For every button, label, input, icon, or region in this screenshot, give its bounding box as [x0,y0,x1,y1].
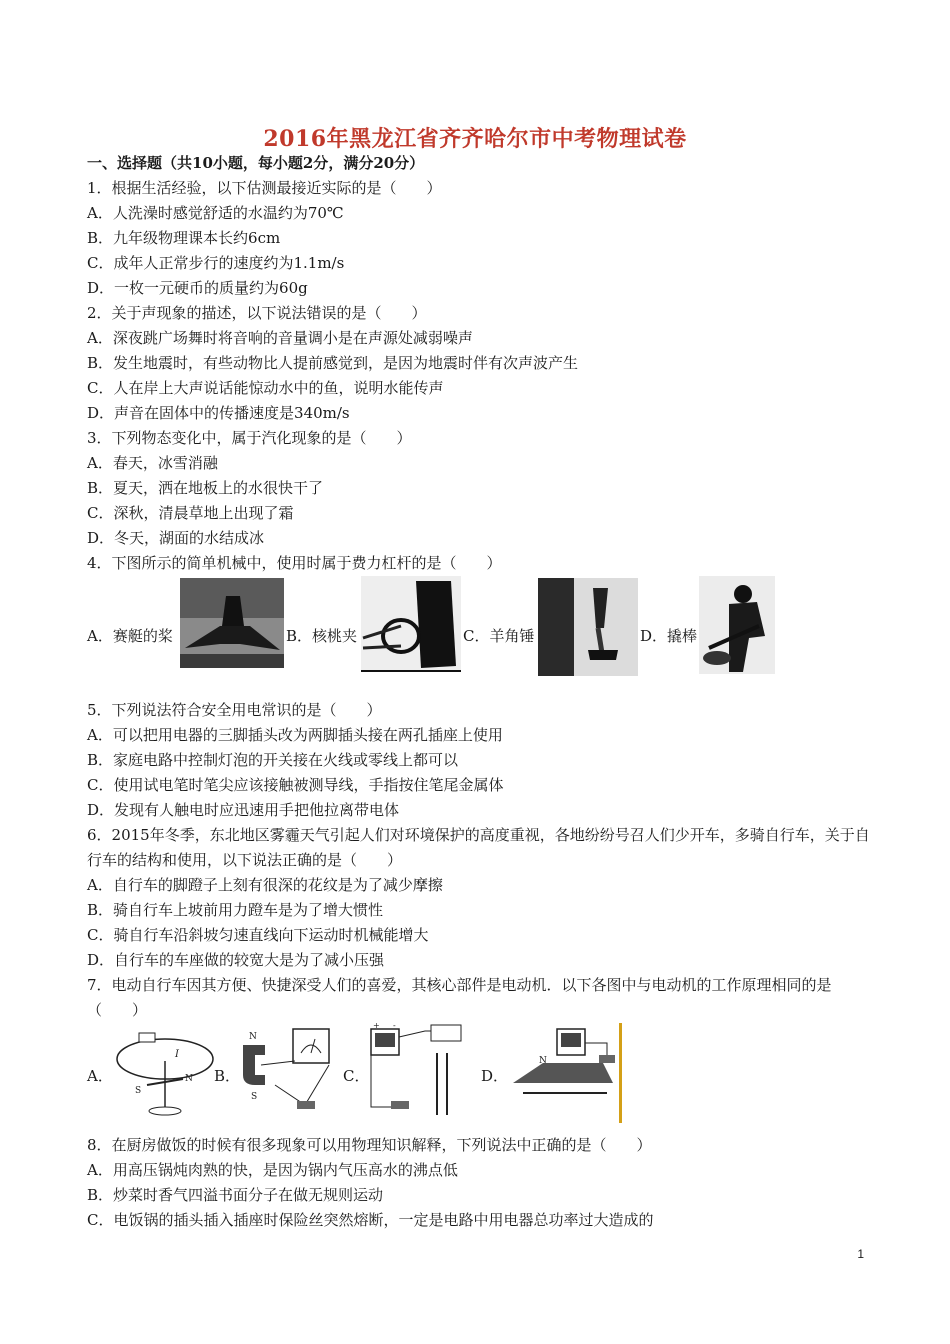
question-list [87,176,877,1233]
nutcracker-photo [361,576,461,672]
claw-hammer-photo [538,578,638,676]
diagram-a-north-label: N [185,1074,193,1084]
diagram-d-magnet-battery [503,1023,625,1123]
question-8-option-c: C．电饭锅的插头插入插座时保险丝突然熔断，一定是电路中用电器总功率过大造成的 [87,1211,654,1229]
question-4-option-b: B．核桃夹 [286,627,358,645]
question-3-option-a: A．春天，冰雪消融 [87,454,218,472]
question-2-stem: 2．关于声现象的描述，以下说法错误的是（ ） [87,304,427,322]
question-2-option-b: B．发生地震时，有些动物比人提前感觉到，是因为地震时伴有次声波产生 [87,354,579,372]
rowing-oar-photo [180,578,284,668]
question-7-stem: 7．电动自行车因其方便、快捷深受人们的喜爱，其核心部件是电动机．以下各图中与电动机的工作原理相同的是（ ） [87,976,832,1019]
question-4-stem: 4．下图所示的简单机械中，使用时属于费力杠杆的是（ ） [87,554,502,572]
question-5-option-b: B．家庭电路中控制灯泡的开关接在火线或零线上都可以 [87,751,459,769]
question-6-option-c: C．骑自行车沿斜坡匀速直线向下运动时机械能增大 [87,926,429,944]
exam-title: 2016年黑龙江省齐齐哈尔市中考物理试卷 [263,126,687,152]
question-1-option-a: A．人洗澡时感觉舒适的水温约为70℃ [87,204,344,222]
question-3-option-c: C．深秋，清晨草地上出现了霜 [87,504,294,522]
question-6-option-d: D．自行车的车座做的较宽大是为了减小压强 [87,951,385,969]
question-4-option-c: C．羊角锤 [463,627,535,645]
question-6-option-a: A．自行车的脚蹬子上刻有很深的花纹是为了减少摩擦 [87,876,443,894]
question-2-option-a: A．深夜跳广场舞时将音响的音量调小是在声源处减弱噪声 [87,329,473,347]
diagram-c-minus-label: - [393,1023,396,1030]
question-4-option-a: A．赛艇的桨 [87,627,173,645]
diagram-a-current-around-needle [107,1027,217,1119]
question-1-option-d: D．一枚一元硬币的质量约为60g [87,279,308,297]
question-5-stem: 5．下列说法符合安全用电常识的是（ ） [87,701,382,719]
question-6-option-b: B．骑自行车上坡前用力蹬车是为了增大惯性 [87,901,384,919]
diagram-c-plus-label: + [373,1023,380,1030]
question-8-option-b: B．炒菜时香气四溢书面分子在做无规则运动 [87,1186,384,1204]
diagram-d-north-label: N [539,1056,547,1066]
question-4-figures [87,576,877,698]
question-1-option-c: C．成年人正常步行的速度约为1.1m/s [87,254,345,272]
question-5-option-d: D．发现有人触电时应迅速用手把他拉离带电体 [87,801,400,819]
diagram-b-south-label: S [251,1092,258,1102]
diagram-b-north-label: N [249,1032,257,1042]
question-5-option-a: A．可以把用电器的三脚插头改为两脚插头接在两孔插座上使用 [87,726,503,744]
question-8-stem: 8．在厨房做饭的时候有很多现象可以用物理知识解释，下列说法中正确的是（ ） [87,1136,652,1154]
diagram-c-battery-rail [365,1023,477,1123]
section-heading: 一、选择题（共10小题，每小题2分，满分20分） [87,154,425,172]
question-6-stem: 6．2015年冬季，东北地区雾霾天气引起人们对环境保护的高度重视，各地纷纷号召人们少开车，多骑自行车，关于自行车的结构和使用，以下说法正确的是（ ） [87,826,870,869]
question-2-option-c: C．人在岸上大声说话能惊动水中的鱼，说明水能传声 [87,379,444,397]
question-4-option-d: D．撬棒 [640,627,698,645]
question-1-option-b: B．九年级物理课本长约6cm [87,229,281,247]
diagram-a-south-label: S [135,1086,142,1096]
crowbar-photo [699,576,775,674]
page-number: 1 [857,1247,864,1261]
question-2-option-d: D．声音在固体中的传播速度是340m/s [87,404,350,422]
question-7-option-c: C． [343,1067,370,1085]
diagram-b-magnet-galvanometer [235,1025,335,1121]
question-7-option-a: A． [87,1067,113,1085]
question-5-option-c: C．使用试电笔时笔尖应该接触被测导线，手指按住笔尾金属体 [87,776,504,794]
diagram-a-current-label: I [175,1049,179,1060]
question-7-figures [87,1023,877,1133]
question-3-option-d: D．冬天，湖面的水结成冰 [87,529,265,547]
question-1-stem: 1．根据生活经验，以下估测最接近实际的是（ ） [87,179,442,197]
question-3-option-b: B．夏天，洒在地板上的水很快干了 [87,479,324,497]
question-3-stem: 3．下列物态变化中，属于汽化现象的是（ ） [87,429,412,447]
question-7-option-d: D． [481,1067,509,1085]
question-8-option-a: A．用高压锅炖肉熟的快，是因为锅内气压高水的沸点低 [87,1161,458,1179]
question-7-option-b: B． [214,1067,241,1085]
